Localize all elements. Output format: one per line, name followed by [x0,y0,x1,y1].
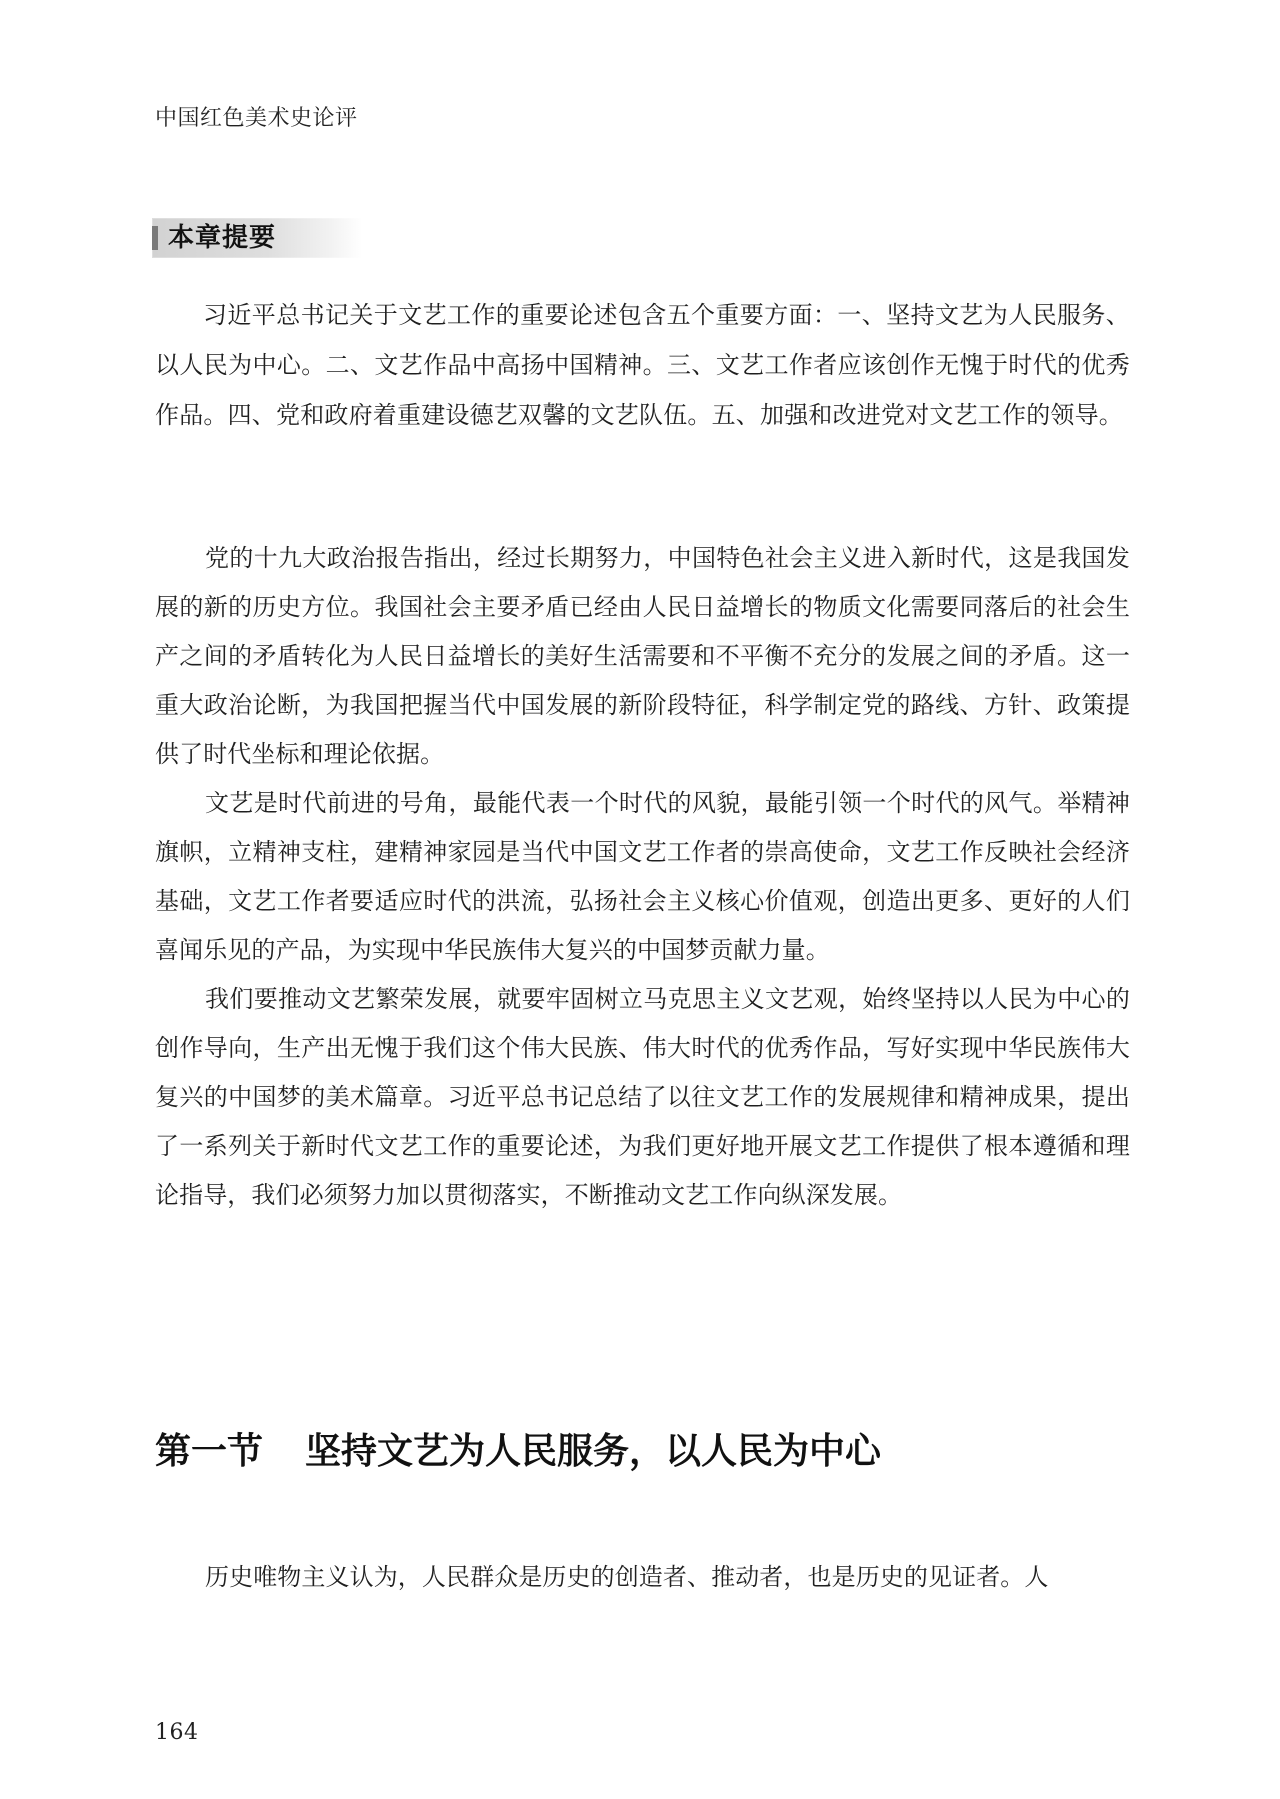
chapter-summary-title: 本章提要 [168,223,277,253]
running-header: 中国红色美术史论评 [155,106,358,131]
section-title: 坚持文艺为人民服务，以人民为中心 [305,1431,882,1472]
section-opening-line: 历史唯物主义认为，人民群众是历史的创造者、推动者，也是历史的见证者。人 [205,1563,1049,1591]
chapter-summary-paragraph: 习近平总书记关于文艺工作的重要论述包含五个重要方面：一、坚持文艺为人民服务、以人民为中心。二、文艺作品中高扬中国精神。三、文艺工作者应该创作无愧于时代的优秀作品。四、党和政府着重建设德艺双馨的文艺队伍。五、加强和改进党对文艺工作的领导。 [155,301,1130,429]
chapter-summary-label [152,218,362,258]
page-number: 164 [155,1720,199,1745]
section-heading [155,1428,881,1476]
section-number: 第一节 [155,1431,264,1472]
body-paragraph: 党的十九大政治报告指出，经过长期努力，中国特色社会主义进入新时代，这是我国发展的新的历史方位。我国社会主要矛盾已经由人民日益增长的物质文化需要同落后的社会生产之间的矛盾转化为人民日益增长的美好生活需要和不平衡不充分的发展之间的矛盾。这一重大政治论断，为我国把握当代中国发展的新阶段特征，科学制定党的路线、方针、政策提供了时代坐标和理论依据。 [155,544,1130,768]
body-paragraph: 我们要推动文艺繁荣发展，就要牢固树立马克思主义文艺观，始终坚持以人民为中心的创作导向，生产出无愧于我们这个伟大民族、伟大时代的优秀作品，写好实现中华民族伟大复兴的中国梦的美术篇章。习近平总书记总结了以往文艺工作的发展规律和精神成果，提出了一系列关于新时代文艺工作的重要论述，为我们更好地开展文艺工作提供了根本遵循和理论指导，我们必须努力加以贯彻落实，不断推动文艺工作向纵深发展。 [155,985,1130,1209]
main-body-text [155,534,1130,1220]
body-paragraph: 文艺是时代前进的号角，最能代表一个时代的风貌，最能引领一个时代的风气。举精神旗帜，立精神支柱，建精神家园是当代中国文艺工作者的崇高使命，文艺工作反映社会经济基础，文艺工作者要适应时代的洪流，弘扬社会主义核心价值观，创造出更多、更好的人们喜闻乐见的产品，为实现中华民族伟大复兴的中国梦贡献力量。 [155,789,1130,964]
